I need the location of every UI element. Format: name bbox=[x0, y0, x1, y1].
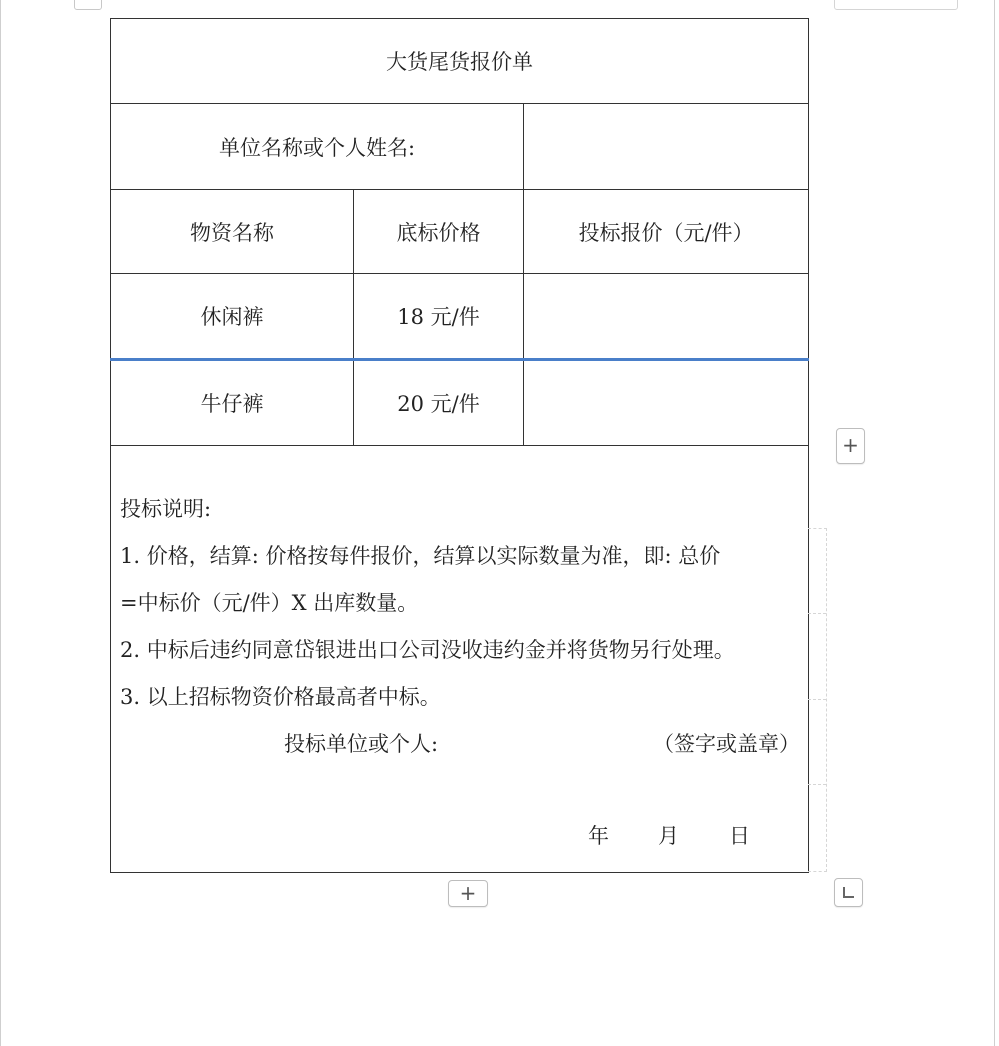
signature-note: （签字或盖章） bbox=[653, 732, 801, 756]
notes-line-1: 1. 价格，结算: 价格按每件报价，结算以实际数量为准，即: 总价 bbox=[120, 544, 721, 568]
date-month: 月 bbox=[658, 824, 679, 848]
page-edge-left bbox=[0, 0, 1, 1046]
name-label: 单位名称或个人姓名: bbox=[111, 104, 524, 190]
signature-label: 投标单位或个人: bbox=[284, 732, 439, 756]
bid-notes bbox=[111, 446, 808, 860]
item-name-cell[interactable]: 牛仔裤 bbox=[111, 360, 354, 446]
plus-icon: + bbox=[459, 881, 477, 905]
item-base-price-cell[interactable]: 20 元/件 bbox=[354, 360, 524, 446]
header-base-price: 底标价格 bbox=[354, 190, 524, 274]
name-value-cell[interactable] bbox=[524, 104, 809, 190]
table-resize-button[interactable] bbox=[834, 878, 863, 907]
form-title: 大货尾货报价单 bbox=[111, 19, 809, 104]
add-row-button[interactable] bbox=[836, 428, 865, 464]
table-move-handle[interactable] bbox=[74, 0, 102, 10]
resize-corner-icon bbox=[843, 887, 854, 898]
add-column-button[interactable] bbox=[448, 880, 488, 907]
notes-cell[interactable] bbox=[111, 446, 809, 873]
notes-heading: 投标说明: bbox=[120, 497, 212, 521]
notes-line-4: 3. 以上招标物资价格最高者中标。 bbox=[120, 685, 441, 709]
toolbar-widget[interactable] bbox=[834, 0, 958, 10]
item-name-cell[interactable]: 休闲裤 bbox=[111, 274, 354, 360]
table-row bbox=[111, 274, 809, 360]
item-bid-cell[interactable] bbox=[524, 274, 809, 360]
page-edge-right bbox=[994, 0, 995, 1046]
header-item-name: 物资名称 bbox=[111, 190, 354, 274]
header-bid-price: 投标报价（元/件） bbox=[524, 190, 809, 274]
signature-line bbox=[120, 721, 800, 768]
date-line bbox=[120, 813, 800, 860]
item-base-price-cell[interactable]: 18 元/件 bbox=[354, 274, 524, 360]
row-guide-tick bbox=[808, 613, 826, 614]
row-guide bbox=[808, 528, 827, 872]
row-guide-tick bbox=[808, 699, 826, 700]
table-row bbox=[111, 360, 809, 446]
date-day: 日 bbox=[729, 824, 750, 848]
plus-icon: + bbox=[842, 433, 859, 457]
notes-line-2: =中标价（元/件）X 出库数量。 bbox=[120, 591, 419, 615]
notes-line-3: 2. 中标后违约同意岱银进出口公司没收违约金并将货物另行处理。 bbox=[120, 638, 735, 662]
date-year: 年 bbox=[588, 824, 609, 848]
row-guide-tick bbox=[808, 784, 826, 785]
quote-form-table bbox=[110, 18, 809, 873]
item-bid-cell[interactable] bbox=[524, 360, 809, 446]
